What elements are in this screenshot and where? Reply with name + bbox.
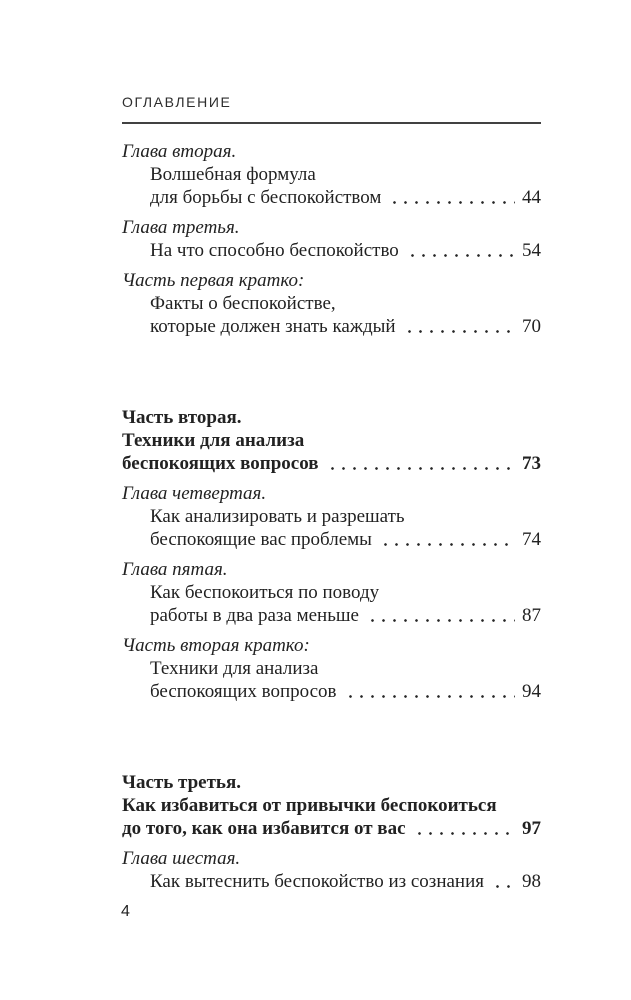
toc-entry-heading: Глава пятая. [122,559,228,580]
toc-entry-title-text: Как вытеснить беспокойство из сознания [150,871,484,892]
toc-entries [122,140,541,893]
toc-entry [122,269,541,338]
toc-entry-heading: Часть вторая. [122,407,242,428]
toc-entry-line: Техники для анализа [122,430,305,451]
dot-leader [414,817,516,840]
dot-leader [492,870,515,893]
dot-leader [345,680,515,703]
toc-entry-lastline [122,604,541,627]
toc-entry-page-number: 98 [522,871,541,892]
toc-entry-lastline [122,315,541,338]
toc-entry-page-number: 87 [522,605,541,626]
toc-entry-title-text: На что способно беспокойство [150,240,399,261]
toc-entry-page-number: 74 [522,529,541,550]
toc-entry [122,847,541,893]
toc-entry-heading: Глава вторая. [122,141,237,162]
toc-title: ОГЛАВЛЕНИЕ [122,94,232,110]
dot-leader [407,239,515,262]
toc-entry-lastline [122,452,541,475]
toc-entry-lastline [122,870,541,893]
toc-part-entry [122,771,541,840]
toc-entry-line: Факты о беспокойстве, [150,293,336,314]
toc-entry-heading: Глава шестая. [122,848,241,869]
toc-entry-lastline [122,239,541,262]
toc-entry-heading: Глава четвертая. [122,483,267,504]
toc-entry-heading: Часть первая кратко: [122,270,305,291]
dot-leader [404,315,515,338]
toc-entry-page-number: 94 [522,681,541,702]
header-rule [122,122,541,124]
toc-content [122,95,541,893]
toc-entry-title-text: беспокоящие вас проблемы [150,529,372,550]
toc-entry [122,558,541,627]
toc-entry-lastline [122,817,541,840]
dot-leader [380,528,515,551]
toc-entry-title-text: которые должен знать каждый [150,316,396,337]
toc-entry [122,634,541,703]
dot-leader [327,452,515,475]
toc-entry-page-number: 54 [522,240,541,261]
toc-entry [122,482,541,551]
toc-entry-page-number: 70 [522,316,541,337]
toc-entry-line: Техники для анализа [150,658,319,679]
toc-entry-title-text: для борьбы с беспокойством [150,187,382,208]
toc-entry-line: Как анализировать и разрешать [150,506,405,527]
toc-entry-heading: Часть вторая кратко: [122,635,310,656]
toc-entry-line: Как избавиться от привычки беспокоиться [122,795,497,816]
toc-entry-page-number: 97 [522,818,541,839]
toc-entry-line: Волшебная формула [150,164,316,185]
toc-entry-title-text: работы в два раза меньше [150,605,359,626]
folio-page-number: 4 [121,903,130,920]
toc-entry-title-text: беспокоящих вопросов [150,681,337,702]
toc-entry [122,140,541,209]
toc-entry-page-number: 73 [522,453,541,474]
toc-entry-title-text: беспокоящих вопросов [122,453,319,474]
toc-entry-lastline [122,186,541,209]
toc-entry-page-number: 44 [522,187,541,208]
toc-entry-title-text: до того, как она избавится от вас [122,818,406,839]
dot-leader [389,186,515,209]
toc-entry [122,216,541,262]
toc-entry-line: Как беспокоиться по поводу [150,582,380,603]
toc-entry-heading: Часть третья. [122,772,241,793]
toc-entry-heading: Глава третья. [122,217,240,238]
toc-part-entry [122,406,541,475]
toc-entry-lastline [122,680,541,703]
dot-leader [367,604,515,627]
toc-entry-lastline [122,528,541,551]
